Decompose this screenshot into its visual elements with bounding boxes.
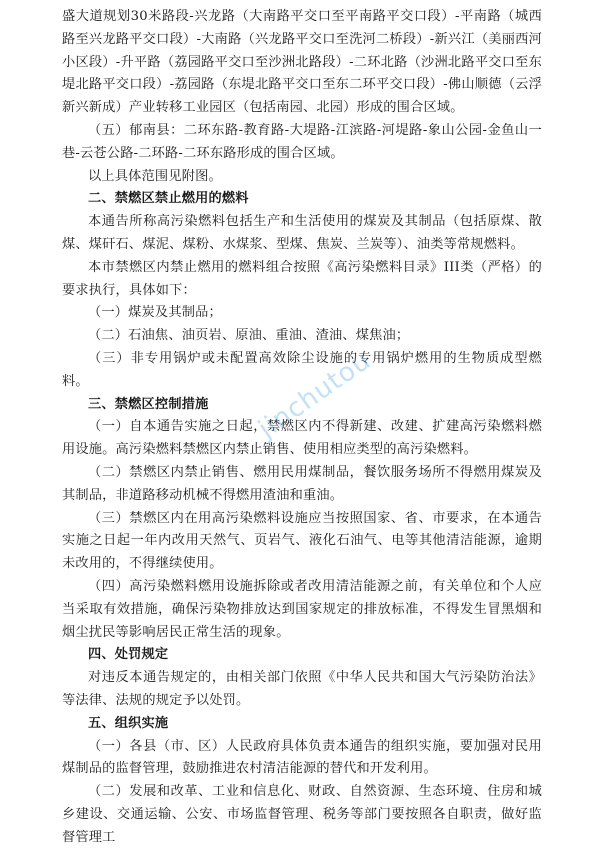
paragraph-11: （一）各县（市、区）人民政府具体负责本通告的组织实施，要加强对民用煤制品的监督管理，鼓励推进农村清洁能源的替代和开发利用。 <box>62 738 542 777</box>
list-item-1: （一）煤炭及其制品； <box>88 305 222 321</box>
paragraph-10: 对违反本通告规定的，由相关部门依照《中华人民共和国大气污染防治法》等法律、法规的规定予以处罚。 <box>62 670 542 708</box>
paragraph-4: 本通告所称高污染燃料包括生产和生活使用的煤炭及其制品（包括原煤、散煤、煤矸石、煤泥、煤粉、水煤浆、型煤、焦炭、兰炭等）、油类等常规燃料。 <box>62 214 542 252</box>
paragraph-1: 盛大道规划30米路段-兴龙路（大南路平交口至平南路平交口段）-平南路（城西路至兴龙路平交口段）-大南路（兴龙路平交口至洗河二桥段）-新兴江（美丽西河小区段）-升平路（荔园路平交口至沙洲北路段）-二环北路（沙洲北路平交口至东堤北路平交口段）-荔园路（东堤北路平交口至东二环平交口段）-佛山顺德（云浮新兴新成）产业转移工业园区（包括南园、北园）形成的围合区域。 <box>62 9 542 116</box>
paragraph-2: （五）郁南县：二环东路-教育路-大堤路-江滨路-河堤路-象山公园-金鱼山一巷-云苍公路-二环路-二环东路形成的围合区域。 <box>62 122 542 161</box>
paragraph-7: （二）禁燃区内禁止销售、燃用民用煤制品，餐饮服务场所不得燃用煤炭及其制品，非道路移动机械不得燃用渣油和重油。 <box>62 464 542 503</box>
paragraph-6: （一）自本通告实施之日起，禁燃区内不得新建、改建、扩建高污染燃料燃用设施。高污染燃料禁燃区内禁止销售、使用相应类型的高污染燃料。 <box>62 419 542 458</box>
paragraph-12: （二）发展和改革、工业和信息化、财政、自然资源、生态环境、住房和城乡建设、交通运输、公安、市场监督管理、税务等部门要按照各自职责，做好监督管理工 <box>62 784 542 845</box>
list-item-2: （二）石油焦、油页岩、原油、重油、渣油、煤焦油； <box>88 328 410 344</box>
document-body <box>62 6 542 849</box>
section-heading-5: 五、组织实施 <box>88 715 169 731</box>
section-heading-2: 二、禁燃区禁止燃用的燃料 <box>88 191 249 207</box>
paragraph-9: （四）高污染燃料燃用设施拆除或者改用清洁能源之前，有关单位和个人应当采取有效措施，确保污染物排放达到国家规定的排放标准，不得发生冒黑烟和烟尘扰民等影响居民正常生活的现象。 <box>62 578 542 640</box>
section-heading-4: 四、处罚规定 <box>88 647 169 663</box>
watermark: jinchutou <box>253 345 377 445</box>
paragraph-8: （三）禁燃区内在用高污染燃料设施应当按照国家、省、市要求，在本通告实施之日起一年内改用天然气、页岩气、液化石油气、电等其他清洁能源，逾期未改用的，不得继续使用。 <box>62 510 542 572</box>
paragraph-5: 本市禁燃区内禁止燃用的燃料组合按照《高污染燃料目录》III类（严格）的要求执行，具体如下： <box>62 259 542 298</box>
section-heading-3: 三、禁燃区控制措施 <box>88 396 209 412</box>
list-item-3: （三）非专用锅炉或未配置高效除尘设施的专用锅炉燃用的生物质成型燃料。 <box>62 350 542 389</box>
paragraph-3: 以上具体范围见附图。 <box>88 168 222 184</box>
